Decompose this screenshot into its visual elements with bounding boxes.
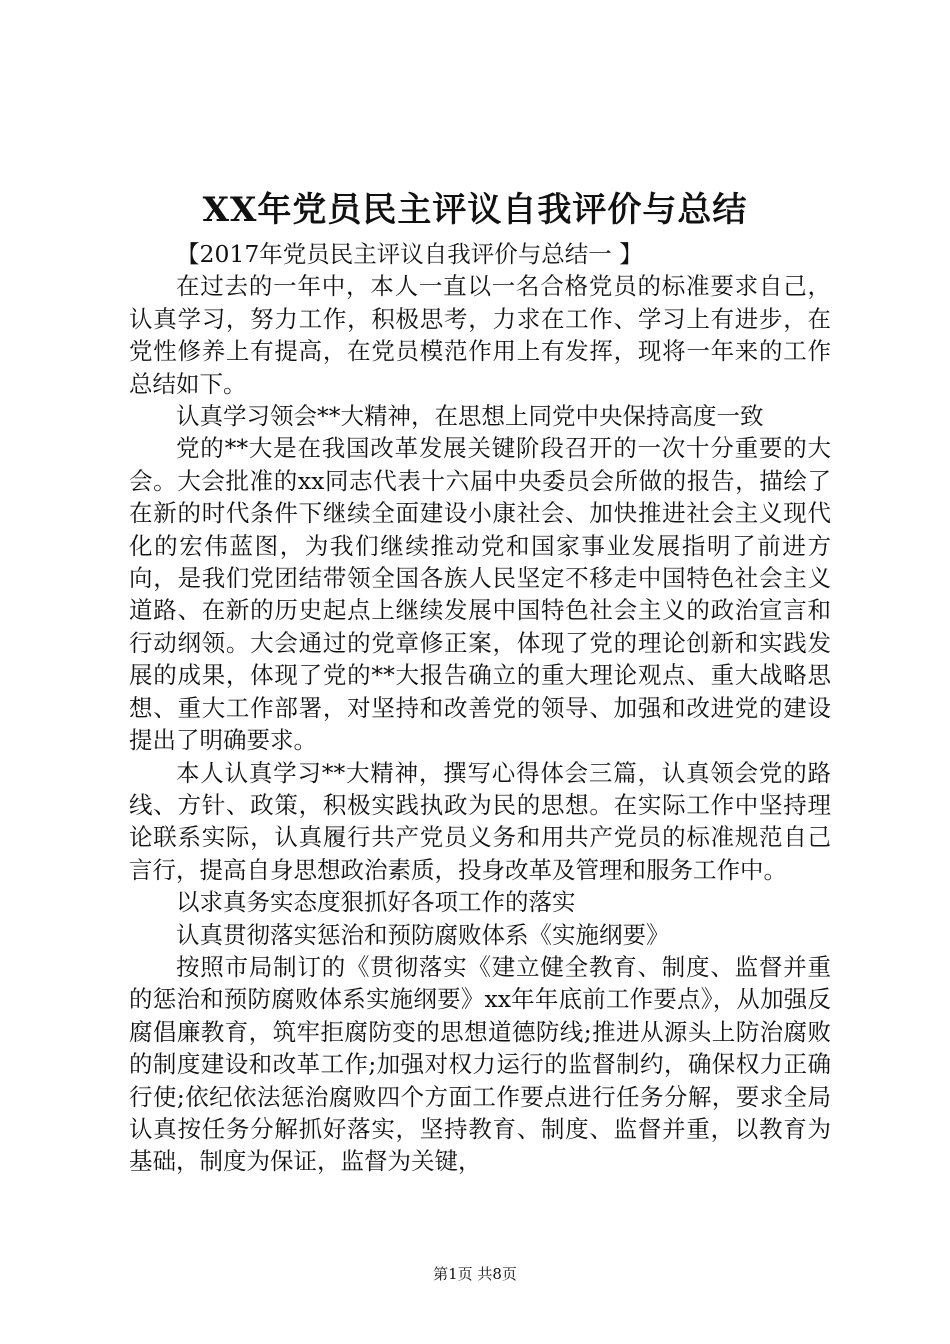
subheading-study: 认真学习领会**大精神，在思想上同党中央保持高度一致 bbox=[176, 402, 764, 431]
document-body bbox=[129, 238, 831, 1178]
page-footer: 第1页 共8页 bbox=[433, 1265, 517, 1283]
paragraph-intro: 在过去的一年中，本人一直以一名合格党员的标准要求自己，认真学习，努力工作，积极思考，力求在工作、学习上有进步，在党性修养上有提高，在党员模范作用上有发挥，现将一年来的工作总结如下。 bbox=[129, 272, 831, 398]
paragraph-self-study: 本人认真学习**大精神，撰写心得体会三篇，认真领会党的路线、方针、政策，积极实践执政为民的思想。在实际工作中坚持理论联系实际，认真履行共产党员义务和用共产党员的标准规范自己言行，提高自身思想政治素质，投身改革及管理和服务工作中。 bbox=[129, 758, 831, 884]
section-heading: 【2017年党员民主评议自我评价与总结一 】 bbox=[176, 240, 643, 268]
subheading-implementation: 以求真务实态度狠抓好各项工作的落实 bbox=[176, 888, 576, 917]
paragraph-task-breakdown: 按照市局制订的《贯彻落实《建立健全教育、制度、监督并重的惩治和预防腐败体系实施纲要》xx年年底前工作要点》，从加强反腐倡廉教育，筑牢拒腐防变的思想道德防线;推进从源头上防治腐败的制度建设和改革工作;加强对权力运行的监督制约，确保权力正确行使;依纪依法惩治腐败四个方面工作要点进行任务分解，要求全局认真按任务分解抓好落实，坚持教育、制度、监督并重，以教育为基础，制度为保证，监督为关键， bbox=[129, 952, 831, 1176]
subheading-anti-corruption: 认真贯彻落实惩治和预防腐败体系《实施纲要》 bbox=[176, 920, 670, 949]
document-title: XX年党员民主评议自我评价与总结 bbox=[202, 190, 748, 230]
paragraph-congress: 党的**大是在我国改革发展关键阶段召开的一次十分重要的大会。大会批准的xx同志代表十六届中央委员会所做的报告，描绘了在新的时代条件下继续全面建设小康社会、加快推进社会主义现代化的宏伟蓝图，为我们继续推动党和国家事业发展指明了前进方向，是我们党团结带领全国各族人民坚定不移走中国特色社会主义道路、在新的历史起点上继续发展中国特色社会主义的政治宣言和行动纲领。大会通过的党章修正案，体现了党的理论创新和实践发展的成果，体现了党的**大报告确立的重大理论观点、重大战略思想、重大工作部署，对坚持和改善党的领导、加强和改进党的建设提出了明确要求。 bbox=[129, 434, 831, 755]
